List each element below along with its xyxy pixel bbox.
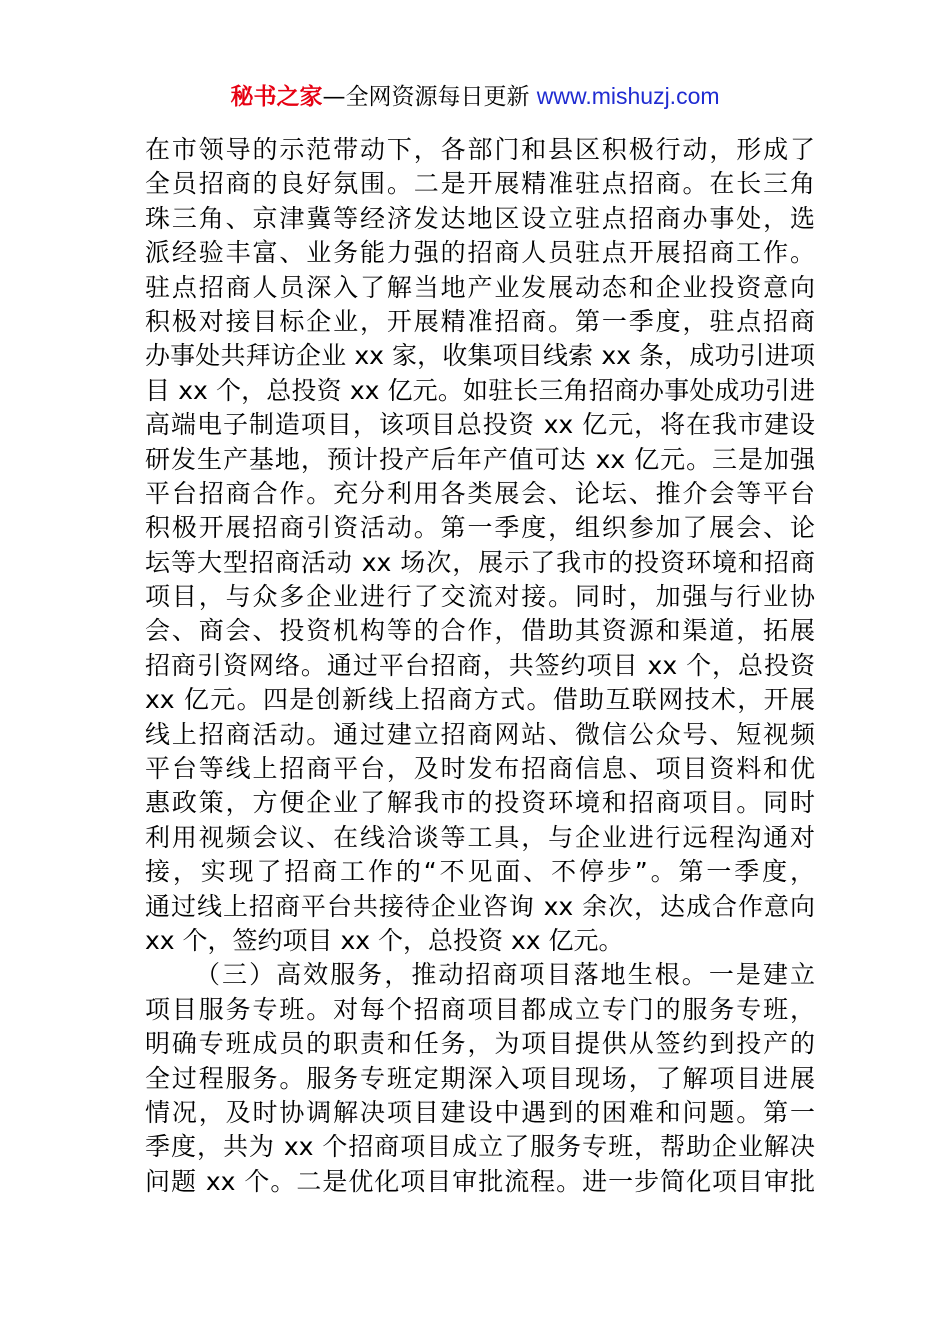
site-header	[0, 80, 950, 113]
text-line-24-paragraph-end: xx 个，签约项目 xx 个，总投资 xx 亿元。	[145, 925, 624, 955]
text-line-12: 积极开展招商引资活动。第一季度，组织参加了展会、论	[145, 513, 815, 543]
text-line-25-section-heading: （三）高效服务，推动招商项目落地生根。一是建立	[195, 960, 815, 990]
text-line-5: 驻点招商人员深入了解当地产业发展动态和企业投资意向	[145, 272, 815, 302]
text-line-16: 招商引资网络。通过平台招商，共签约项目 xx 个，总投资	[145, 650, 815, 680]
text-line-8: 目 xx 个，总投资 xx 亿元。如驻长三角招商办事处成功引进	[145, 375, 815, 405]
text-line-23: 通过线上招商平台共接待企业咨询 xx 余次，达成合作意向	[145, 891, 815, 921]
text-line-14: 项目，与众多企业进行了交流对接。同时，加强与行业协	[145, 582, 815, 612]
text-line-30: 季度，共为 xx 个招商项目成立了服务专班，帮助企业解决	[145, 1132, 815, 1162]
text-line-29: 情况，及时协调解决项目建设中遇到的困难和问题。第一	[145, 1097, 815, 1127]
text-line-21: 利用视频会议、在线洽谈等工具，与企业进行远程沟通对	[145, 822, 815, 852]
text-line-22: 接，实现了招商工作的“不见面、不停步”。第一季度，	[145, 857, 815, 887]
text-line-10: 研发生产基地，预计投产后年产值可达 xx 亿元。三是加强	[145, 444, 815, 474]
text-line-1: 在市领导的示范带动下，各部门和县区积极行动，形成了	[145, 135, 815, 164]
text-line-15: 会、商会、投资机构等的合作，借助其资源和渠道，拓展	[145, 616, 815, 646]
document-body	[145, 133, 815, 1199]
text-line-11: 平台招商合作。充分利用各类展会、论坛、推介会等平台	[145, 478, 815, 508]
text-line-6: 积极对接目标企业，开展精准招商。第一季度，驻点招商	[145, 306, 815, 336]
site-brand: 秘书之家	[230, 84, 323, 110]
site-tagline: —全网资源每日更新	[322, 84, 530, 110]
text-line-31: 问题 xx 个。二是优化项目审批流程。进一步简化项目审批	[145, 1166, 815, 1196]
text-line-27: 明确专班成员的职责和任务，为项目提供从签约到投产的	[145, 1029, 815, 1059]
text-line-3: 珠三角、京津冀等经济发达地区设立驻点招商办事处，选	[145, 203, 815, 233]
text-line-26: 项目服务专班。对每个招商项目都成立专门的服务专班，	[145, 994, 815, 1024]
text-line-19: 平台等线上招商平台，及时发布招商信息、项目资料和优	[145, 754, 815, 784]
text-line-4: 派经验丰富、业务能力强的招商人员驻点开展招商工作。	[145, 238, 815, 268]
text-line-13: 坛等大型招商活动 xx 场次，展示了我市的投资环境和招商	[145, 547, 815, 577]
text-line-28: 全过程服务。服务专班定期深入项目现场，了解项目进展	[145, 1063, 815, 1093]
text-line-7: 办事处共拜访企业 xx 家，收集项目线索 xx 条，成功引进项	[145, 341, 815, 371]
text-line-9: 高端电子制造项目，该项目总投资 xx 亿元，将在我市建设	[145, 410, 815, 440]
text-line-2: 全员招商的良好氛围。二是开展精准驻点招商。在长三角	[145, 169, 815, 199]
site-url-link[interactable]: www.mishuzj.com	[536, 83, 720, 109]
text-line-20: 惠政策，方便企业了解我市的投资环境和招商项目。同时	[145, 788, 815, 818]
text-line-18: 线上招商活动。通过建立招商网站、微信公众号、短视频	[145, 719, 815, 749]
text-line-17: xx 亿元。四是创新线上招商方式。借助互联网技术，开展	[145, 685, 815, 715]
